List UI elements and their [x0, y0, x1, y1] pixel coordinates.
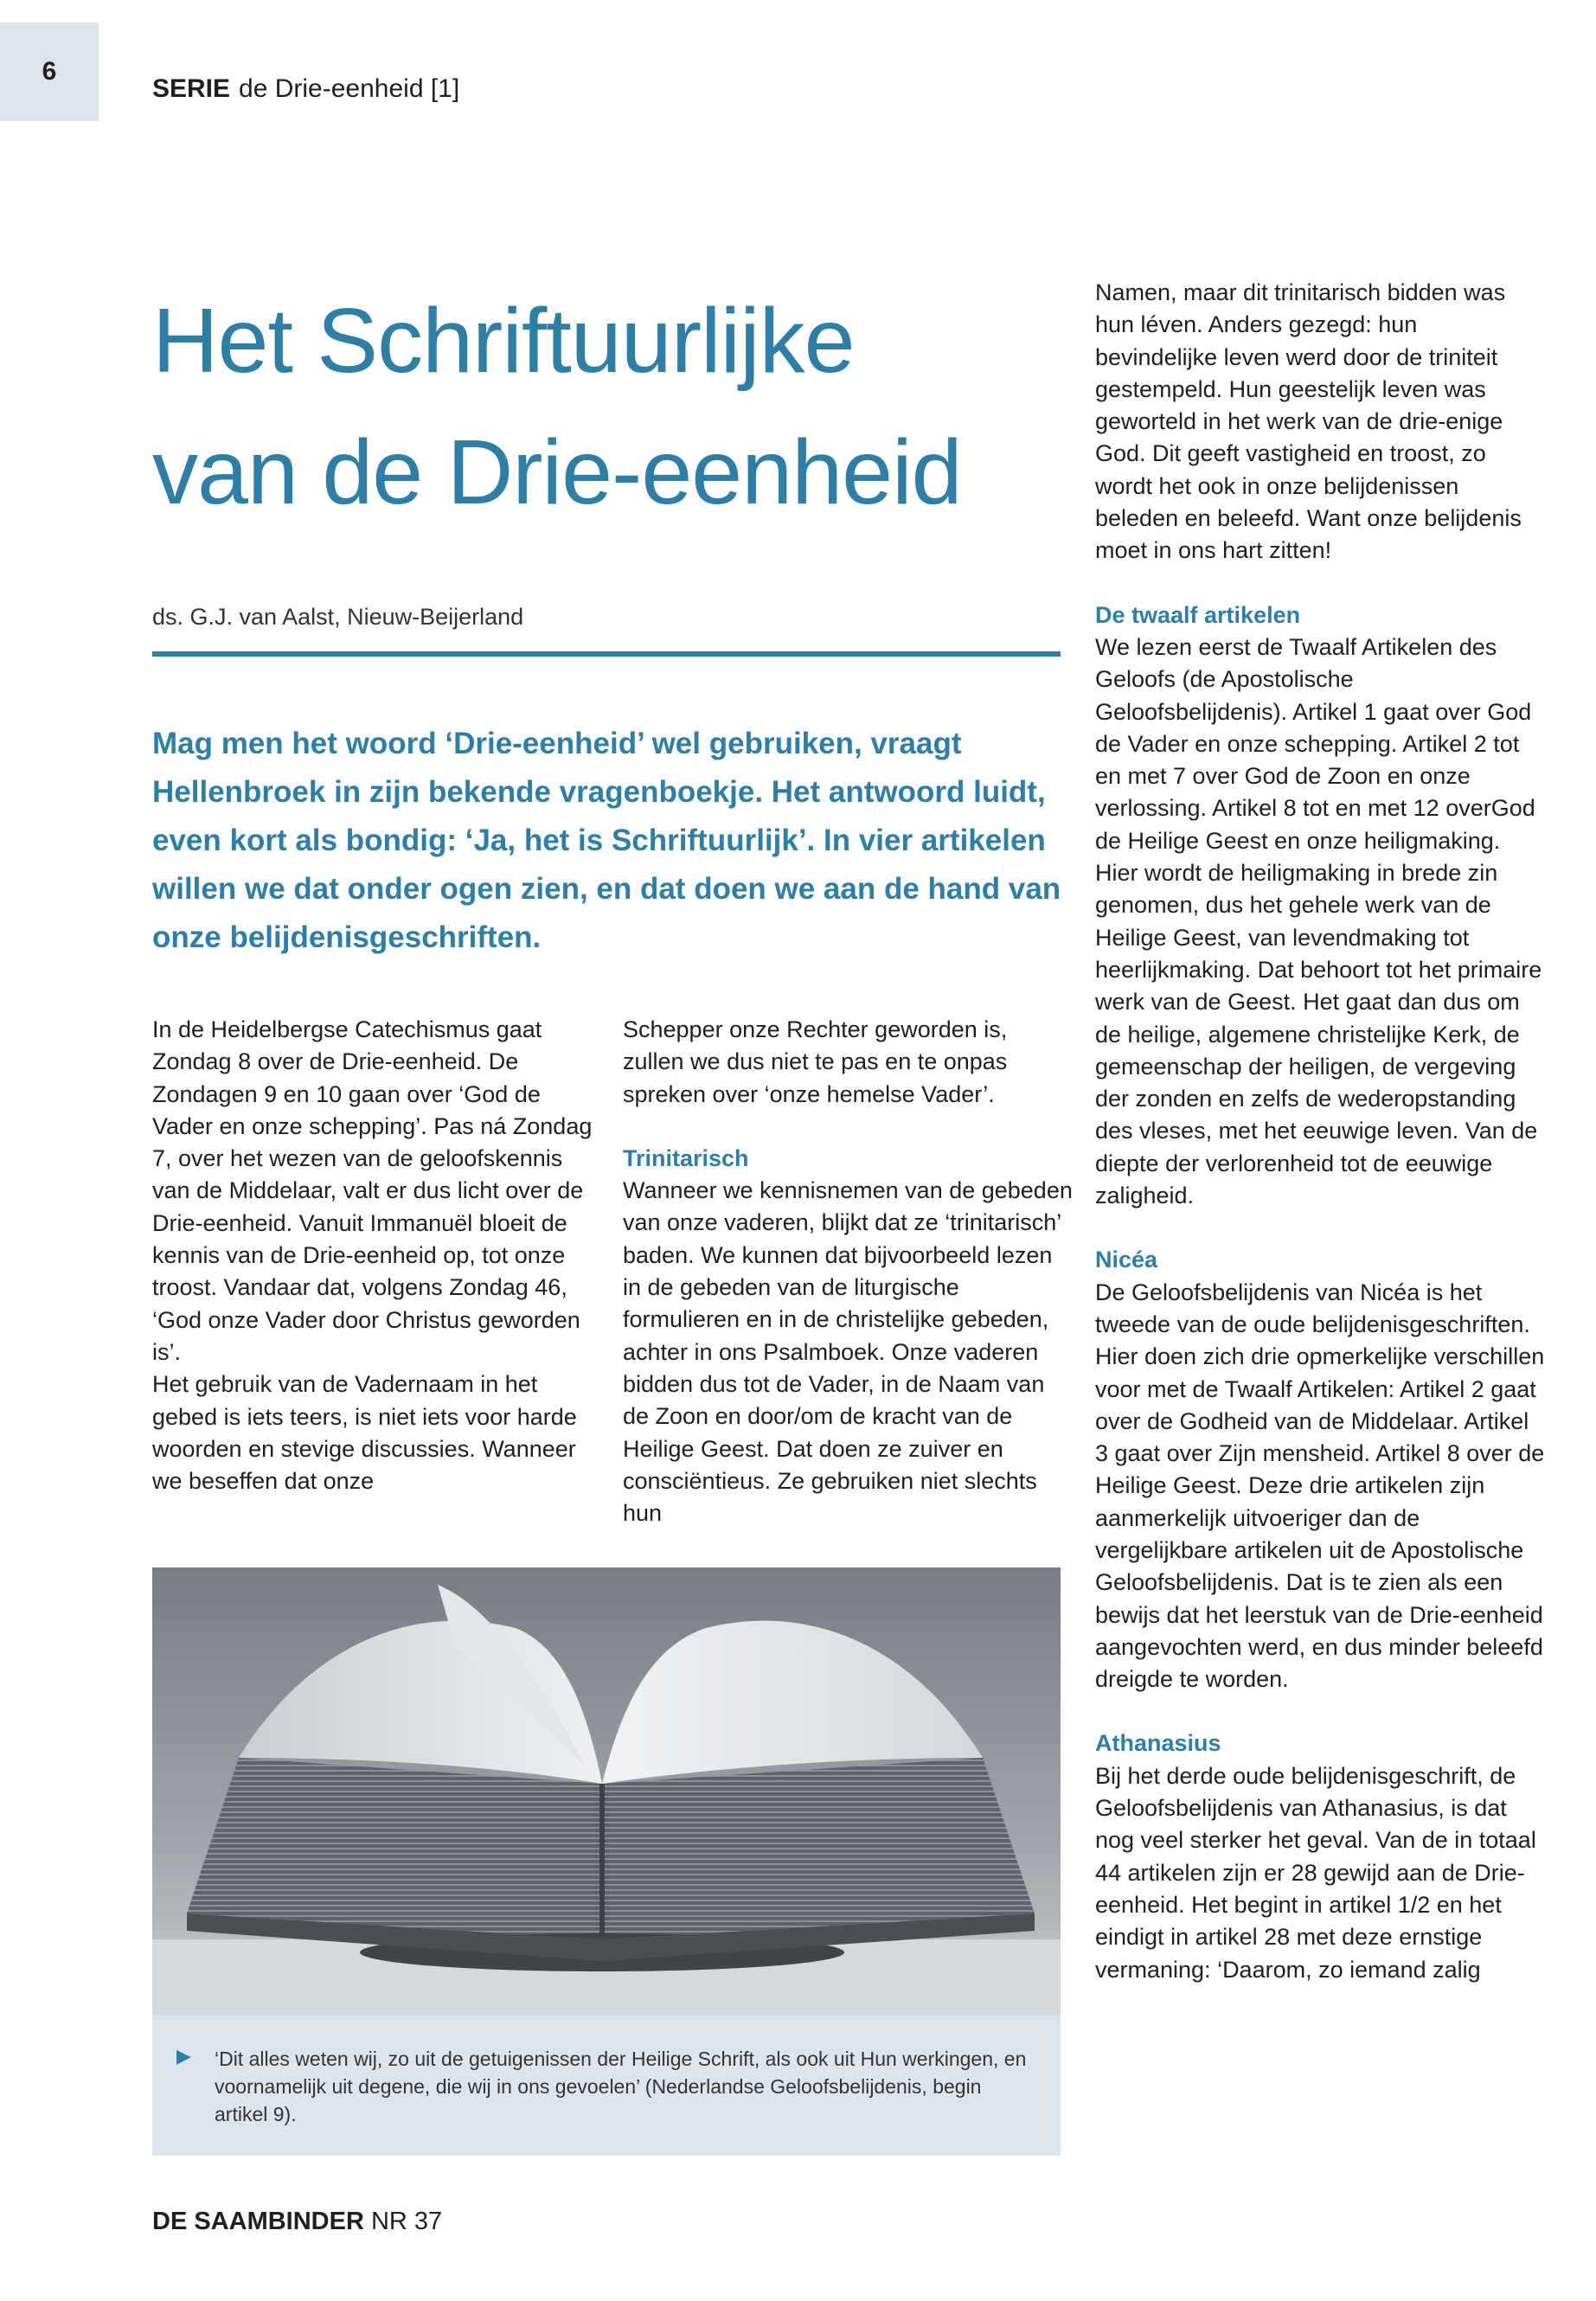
triangle-right-icon: ▶ — [176, 2045, 191, 2067]
column-3 — [1095, 277, 1545, 1986]
issue-number: NR 37 — [370, 2208, 443, 2235]
column-2 — [623, 1014, 1073, 1529]
open-bible-photo — [152, 1567, 1061, 2016]
series-title: de Drie-eenheid [1] — [239, 74, 460, 103]
intro-paragraph: Mag men het woord ‘Drie-eenheid’ wel gebruiken, vraagt Hellenbroek in zijn bekende vragenboekje. Het antwoord luidt, even kort als bondig: ‘Ja, het is Schriftuurlijk’. In vier artikelen willen we dat onder ogen zien, en dat doen we aan de hand van onze belijdenisgeschriften. — [152, 727, 1061, 954]
heading-twaalf-artikelen: De twaalf artikelen — [1095, 601, 1301, 628]
magazine-name: DE SAAMBINDER — [152, 2208, 364, 2235]
heading-trinitarisch: Trinitarisch — [623, 1144, 749, 1171]
col3-paragraph-4: Bij het derde oude belijdenisgeschrift, de Geloofsbelijdenis van Athanasius, is dat nog veel sterker het geval. Van de in totaal 44 artikelen zijn er 28 gewijd aan de Drie-eenheid. Het begint in artikel 1/2 en het eindigt in artikel 28 met deze ernstige vermaning: ‘Daarom, zo iemand zalig — [1095, 1762, 1536, 1983]
running-head — [152, 74, 459, 104]
col1-paragraph-2: Het gebruik van de Vadernaam in het gebed is iets teers, is niet iets voor harde woorden en stevige discussies. Wanneer we beseffen dat onze — [152, 1371, 577, 1495]
title-rule — [152, 651, 1061, 657]
col3-paragraph-1: Namen, maar dit trinitarisch bidden was hun léven. Anders gezegd: hun bevindelijke leven werd door de triniteit gestempeld. Hun geestelijk leven was geworteld in het werk van de drie-enige God. Dit geeft vastigheid en troost, zo wordt het ook in onze belijdenissen beleden en beleefd. Want onze belijdenis moet in ons hart zitten! — [1095, 279, 1522, 564]
article-title — [152, 275, 1069, 538]
col2-paragraph-1: Schepper onze Rechter geworden is, zullen we dus niet te pas en te onpas spreken over ‘onze hemelse Vader’. — [623, 1016, 1008, 1107]
series-label: SERIE — [152, 74, 231, 103]
photo-caption: ‘Dit alles weten wij, zo uit de getuigenissen der Heilige Schrift, als ook uit Hun werkingen, en voornamelijk uit degene, die wij in ons gevoelen’ (Nederlandse Geloofsbelijdenis, begin artikel 9). — [215, 2048, 1027, 2125]
col3-paragraph-3: De Geloofsbelijdenis van Nicéa is het tweede van de oude belijdenisgeschriften. Hier doen zich drie opmerkelijke verschillen voor met de Twaalf Artikelen: Artikel 2 gaat over de Godheid van de Middelaar. Artikel 3 gaat over Zijn mensheid. Artikel 8 over de Heilige Geest. Deze drie artikelen zijn aanmerkelijk uitvoeriger dan de vergelijkbare artikelen uit de Apostolische Geloofsbelijdenis. Dat is te zien als een bewijs dat het leerstuk van de Drie-eenheid aangevochten werd, en dus minder beleefd dreigde te worden. — [1095, 1279, 1545, 1693]
open-book-image — [152, 1567, 1061, 2016]
page-number-box — [0, 22, 99, 121]
title-line-2: van de Drie-eenheid — [152, 421, 962, 523]
title-line-1: Het Schriftuurlijke — [152, 290, 855, 392]
col1-paragraph-1: In de Heidelbergse Catechismus gaat Zondag 8 over de Drie-eenheid. De Zondagen 9 en 10 gaan over ‘God de Vader en onze schepping’. Pas ná Zondag 7, over het wezen van de geloofskennis van de Middelaar, valt er dus licht over de Drie-eenheid. Vanuit Immanuël bloeit de kennis van de Drie-eenheid op, tot onze troost. Vandaar dat, volgens Zondag 46, ‘God onze Vader door Christus geworden is’. — [152, 1016, 593, 1365]
author-byline: ds. G.J. van Aalst, Nieuw-Beijerland — [152, 604, 524, 630]
col3-paragraph-2: We lezen eerst de Twaalf Artikelen des Geloofs (de Apostolische Geloofsbelijdenis). Artikel 1 gaat over God de Vader en onze schepping. Artikel 2 tot en met 7 over God de Zoon en onze verlossing. Artikel 8 tot en met 12 overGod de Heilige Geest en onze heiligmaking. Hier wordt de heiligmaking in brede zin genomen, dus het gehele werk van de Heilige Geest, van levendmaking tot heerlijkmaking. Dat behoort tot het primaire werk van de Geest. Het gaat dan dus om de heilige, algemene christelijke Kerk, de gemeenschap der heiligen, de vergeving der zonden en zelfs de wederopstanding des vleses, met het eeuwige leven. Van de diepte der verlorenheid tot de eeuwige zaligheid. — [1095, 633, 1542, 1209]
col2-paragraph-2: Wanneer we kennisnemen van de gebeden van onze vaderen, blijkt dat ze ‘trinitarisch’ baden. We kunnen dat bijvoorbeeld lezen in de gebeden van de liturgische formulieren en in de christelijke gebeden, achter in ons Psalmboek. Onze vaderen bidden dus tot de Vader, in de Naam van de Zoon en door/om de kracht van de Heilige Geest. Dat doen ze zuiver en consciëntieus. Ze gebruiken niet slechts hun — [623, 1177, 1073, 1527]
heading-nicea: Nicéa — [1095, 1247, 1158, 1273]
heading-athanasius: Athanasius — [1095, 1730, 1221, 1757]
column-1 — [152, 1014, 602, 1497]
page-number: 6 — [42, 57, 57, 86]
footer — [152, 2208, 442, 2236]
photo-caption-box — [152, 2016, 1061, 2156]
